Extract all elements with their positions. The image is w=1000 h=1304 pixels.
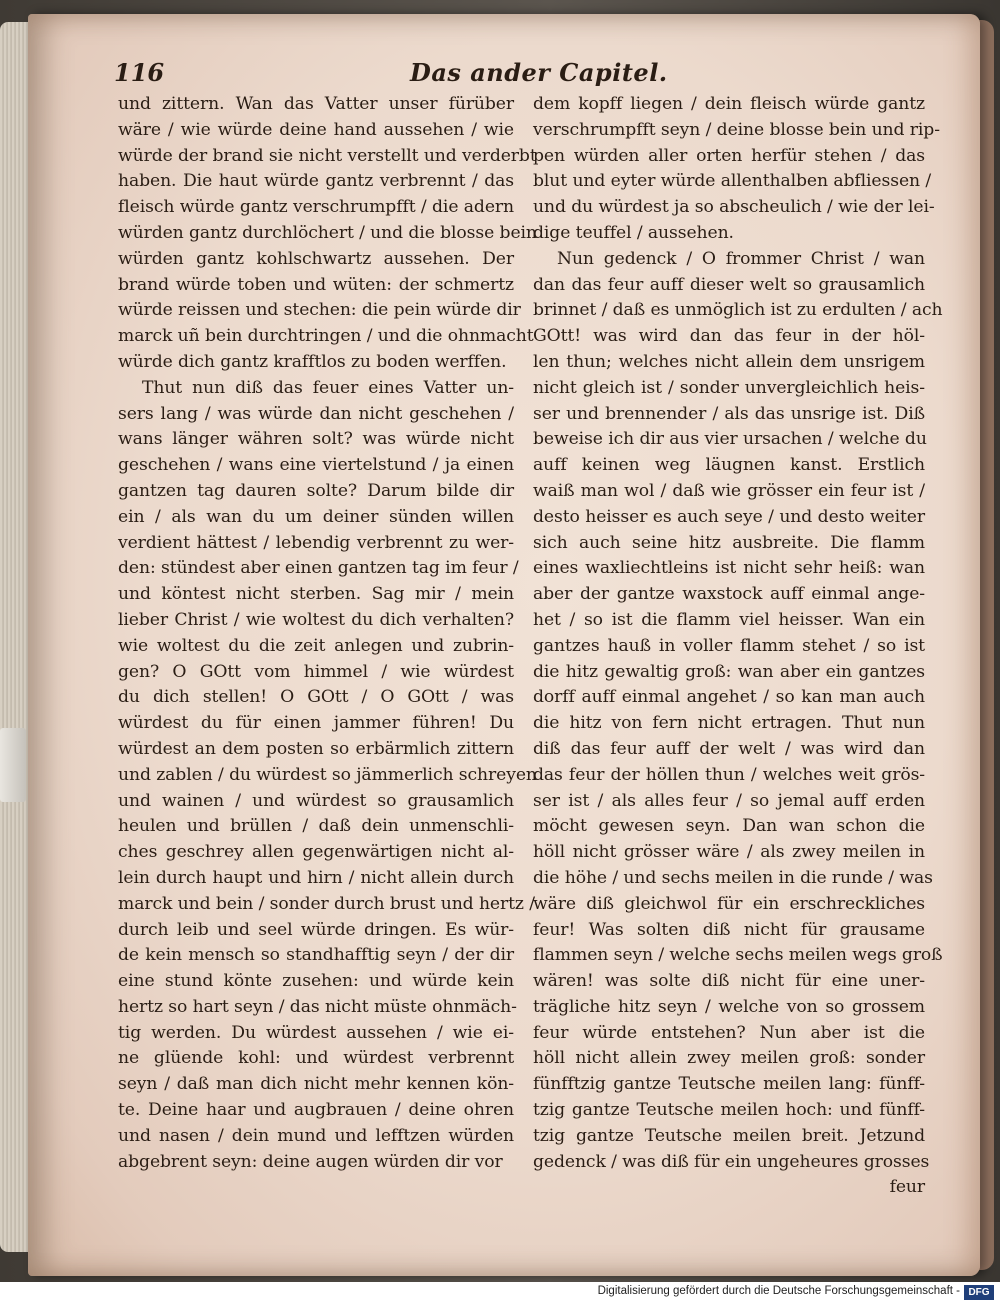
text-line: ches geschrey allen gegenwärtigen nicht al- [118, 842, 514, 863]
text-line: nicht gleich ist / sonder unvergleichlich heis- [533, 377, 925, 398]
text-line: fünfftzig gantze Teutsche meilen lang: fünff- [533, 1074, 925, 1095]
text-line: ne glüende kohl: und würdest verbrennt [118, 1048, 514, 1069]
text-line: dorff auff einmal angehet / so kan man auch [533, 687, 925, 708]
text-line: marck uñ bein durchtringen / und die ohnmacht [118, 326, 534, 347]
text-line: feur! Was solten diß nicht für grausame [533, 919, 925, 940]
text-line: het / so ist die flamm viel heisser. Wan ein [533, 609, 925, 630]
text-line: waiß man wol / daß wie grösser ein feur ist / [533, 480, 925, 501]
text-line: Thut nun diß das feuer eines Vatter un- [142, 377, 514, 398]
text-line: hertz so hart seyn / das nicht müste ohnmäch- [118, 996, 517, 1017]
text-line: die höhe / und sechs meilen in die runde / was [533, 867, 933, 888]
text-line: ser und brennender / als das unsrige ist. Diß [533, 403, 925, 424]
text-line: und nasen / dein mund und lefftzen würden [118, 1125, 514, 1146]
text-line: gen? O GOtt vom himmel / wie würdest [118, 661, 514, 682]
text-line: blut und eyter würde allenthalben abfliessen / [533, 171, 932, 192]
text-line: gantzen tag dauren solte? Darum bilde dir [118, 480, 514, 501]
text-line: GOtt! was wird dan das feur in der höl- [533, 326, 925, 347]
text-line: möcht gewesen seyn. Dan wan schon die [533, 816, 925, 837]
text-line: pen würden aller orten herfür stehen / das [533, 145, 925, 166]
text-line: tzig gantze Teutsche meilen breit. Jetzund [533, 1125, 925, 1146]
text-line: ein / als wan du um deiner sünden willen [118, 506, 514, 527]
text-line: beweise ich dir aus vier ursachen / welche du [533, 429, 927, 450]
text-line: den: stündest aber einen gantzen tag im feur / [118, 558, 519, 579]
text-line: würde der brand sie nicht verstellt und verderbt [118, 145, 537, 166]
text-line: würdest du für einen jammer führen! Du [118, 713, 514, 734]
text-line: durch leib und seel würde dringen. Es wür- [118, 919, 514, 940]
text-line: Nun gedenck / O frommer Christ / wan [557, 248, 925, 269]
text-line: heulen und brüllen / daß dein unmenschli- [118, 816, 514, 837]
text-line: sers lang / was würde dan nicht geschehen / [118, 403, 514, 424]
text-line: dem kopff liegen / dein fleisch würde gantz [533, 94, 925, 114]
text-line: brinnet / daß es unmöglich ist zu erdulten / ach [533, 300, 943, 321]
digitization-footer [0, 1282, 1000, 1304]
text-line: geschehen / wans eine viertelstund / ja einen [118, 455, 514, 476]
text-line: tzig gantze Teutsche meilen hoch: und fünff- [533, 1100, 925, 1121]
text-line: auff keinen weg läugnen kanst. Erstlich [533, 455, 925, 476]
text-line: fleisch würde gantz verschrumpfft / die adern [118, 197, 514, 218]
text-line: desto heisser es auch seye / und desto weiter [533, 506, 925, 527]
text-line: wäre / wie würde deine hand aussehen / wie [118, 119, 514, 140]
text-line: wäre diß gleichwol für ein erschreckliches [533, 893, 925, 914]
page-clip [0, 728, 26, 802]
page-number: 116 [114, 58, 165, 87]
text-line: haben. Die haut würde gantz verbrennt / das [118, 171, 514, 192]
page-header [114, 58, 924, 92]
text-line: gantzes hauß in voller flamm stehet / so ist [533, 635, 925, 656]
text-line: das feur der höllen thun / welches weit grös- [533, 764, 925, 785]
text-line: abgebrent seyn: deine augen würden dir vor [118, 1151, 503, 1172]
text-line: brand würde toben und wüten: der schmertz [118, 274, 514, 295]
text-line: trägliche hitz seyn / welche von so grossem [533, 996, 925, 1017]
text-line: dige teuffel / aussehen. [533, 222, 734, 243]
text-line: wie woltest du die zeit anlegen und zubrin- [118, 635, 514, 656]
text-line: die hitz gewaltig groß: wan aber ein gantzes [533, 661, 925, 682]
dfg-logo: DFG [964, 1285, 994, 1300]
text-line: len thun; welches nicht allein dem unsrigem [533, 351, 925, 372]
text-line: diß das feur auff der welt / was wird dan [533, 738, 925, 759]
text-line: feur würde entstehen? Nun aber ist die [533, 1022, 925, 1043]
text-line: gedenck / was diß für ein ungeheures grosses [533, 1151, 930, 1172]
right-text-column [533, 92, 943, 1201]
text-line: und köntest nicht sterben. Sag mir / mein [118, 584, 514, 605]
text-line: die hitz von fern nicht ertragen. Thut nun [533, 713, 925, 734]
text-line: dan das feur auff dieser welt so grausamlich [533, 274, 925, 295]
text-line: seyn / daß man dich nicht mehr kennen kön- [118, 1074, 514, 1095]
text-line: höll nicht grösser wäre / als zwey meilen in [533, 842, 925, 863]
text-line: und wainen / und würdest so grausamlich [118, 790, 514, 811]
text-line: eines waxliechtleins ist nicht sehr heiß: wan [533, 558, 925, 579]
text-line: würde dich gantz krafftlos zu boden werffen. [118, 351, 507, 372]
text-line: sich auch seine hitz ausbreite. Die flamm [533, 532, 925, 553]
text-line: lieber Christ / wie woltest du dich verhalten? [118, 609, 514, 630]
text-line: würdest an dem posten so erbärmlich zittern [118, 738, 514, 759]
text-line: flammen seyn / welche sechs meilen wegs groß [533, 945, 943, 966]
text-line: te. Deine haar und augbrauen / deine ohren [118, 1100, 514, 1121]
text-line: marck und bein / sonder durch brust und hertz / [118, 893, 535, 914]
text-line: de kein mensch so standhafftig seyn / der dir [118, 945, 514, 966]
text-line: ser ist / als alles feur / so jemal auff erden [533, 790, 925, 811]
text-line: aber der gantze waxstock auff einmal ange- [533, 584, 925, 605]
text-line: wären! was solte diß nicht für eine uner- [533, 971, 925, 992]
text-line: wans länger währen solt? was würde nicht [118, 429, 514, 450]
left-text-column [118, 92, 537, 1175]
text-line: und zablen / du würdest so jämmerlich schreyen [118, 764, 537, 785]
text-line: lein durch haupt und hirn / nicht allein durch [118, 867, 514, 888]
footer-credit: Digitalisierung gefördert durch die Deutsche Forschungsgemeinschaft - [597, 1285, 960, 1297]
text-line: verschrumpfft seyn / deine blosse bein und rip- [533, 119, 940, 140]
running-head: Das ander Capitel. [410, 58, 668, 87]
text-line: verdient hättest / lebendig verbrennt zu wer- [118, 532, 514, 553]
text-line: würden gantz durchlöchert / und die blosse bein [118, 222, 537, 243]
text-line: würden gantz kohlschwartz aussehen. Der [118, 248, 514, 269]
text-line: feur [889, 1177, 925, 1198]
text-line: eine stund könte zusehen: und würde kein [118, 971, 514, 992]
text-line: du dich stellen! O GOtt / O GOtt / was [118, 687, 514, 708]
text-line: tig werden. Du würdest aussehen / wie ei- [118, 1022, 514, 1043]
text-line: und zittern. Wan das Vatter unser fürüber [118, 94, 514, 114]
text-line: und du würdest ja so abscheulich / wie der lei- [533, 197, 935, 218]
text-line: höll nicht allein zwey meilen groß: sonder [533, 1048, 925, 1069]
text-line: würde reissen und stechen: die pein würde dir [118, 300, 521, 321]
